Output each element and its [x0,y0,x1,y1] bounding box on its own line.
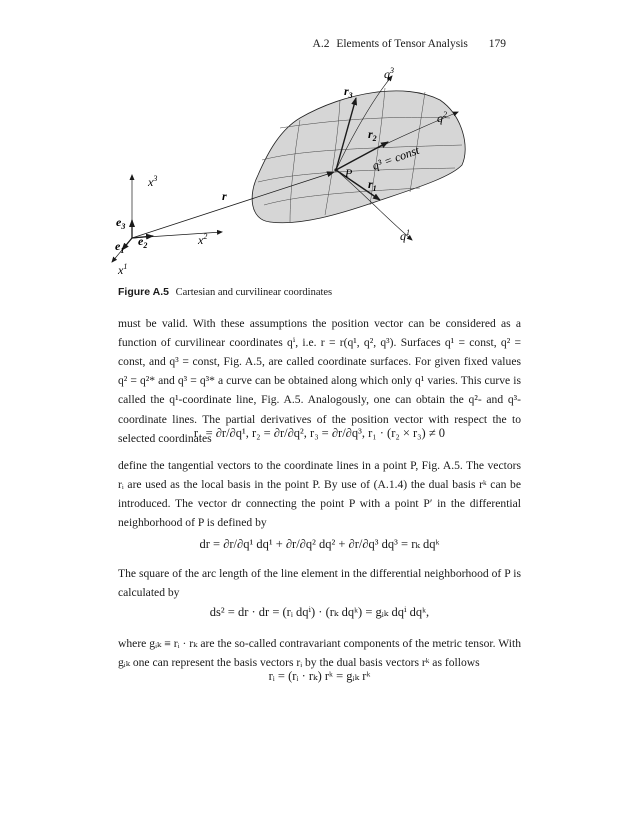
cartesian-axes [112,175,222,262]
section-title: Elements of Tensor Analysis [336,38,468,50]
caption-label: Figure A.5 [118,286,169,298]
paragraph-4: where gᵢₖ ≡ rᵢ · rₖ are the so-called contravariant components of the metric tensor. With gᵢₖ one can represent the basis vectors rᵢ by the dual basis vectors rᵏ as follows [118,636,521,669]
paragraph-3: The square of the arc length of the line element in the differential neighborhood of P is calculated by [118,566,521,599]
label-e1: $e_1$ [115,239,125,255]
equation-basis-vectors: r₁ = ∂r/∂q¹, r₂ = ∂r/∂q², r₃ = ∂r/∂q³, r₁ · (r₂ × r₃) ≠ 0 [193,426,446,440]
label-q1: $q^1$ [400,228,410,243]
equation-dual-basis: rᵢ = (rᵢ · rₖ) rᵏ = gᵢₖ rᵏ [268,669,371,683]
label-P: P [345,166,353,180]
label-q3: $q^3$ [384,66,394,81]
page-number: 179 [488,38,506,50]
section-number: A.2 [312,38,330,50]
coordinates-figure [0,0,638,290]
label-e3: $e_3$ [116,215,126,231]
figure-caption [118,286,332,298]
paragraph-1: must be valid. With these assumptions the position vector can be considered as a function of curvilinear coordinates qⁱ, i.e. r = r(q¹, q², q³). Surfaces q¹ = const, q² = const, and q³ = const, Fig. A.5, are called coordinate surfaces. For given fixed values q² = q²* and q³ = q³* a curve can be obtained along which only q¹ varies. This curve is called the q¹-coordinate line, Fig. A.5. Analogously, one can obtain the q²- and q³-coordinate lines. The partial derivatives of the position vector with respect the to selected coordinates [118,316,521,445]
paragraph-2: define the tangential vectors to the coordinate lines in a point P, Fig. A.5. The vectors rᵢ are used as the local basis in the point P. By use of (A.1.4) the dual basis rᵏ can be introduced. The vector dr connecting the point P with a point P′ in the differential neighborhood of P is defined by [118,458,521,530]
label-r: r [222,189,227,203]
label-e2: $e_2$ [138,234,148,250]
label-r3: $r_3$ [344,84,353,100]
label-x1: $x^1$ [118,262,128,277]
label-surface: q³ = const [370,142,422,173]
label-r1: $r_1$ [368,177,377,193]
label-x2: $x^2$ [198,232,208,247]
caption-text: Cartesian and curvilinear coordinates [175,287,333,298]
point-P [334,168,337,171]
equation-dr: dr = ∂r/∂q¹ dq¹ + ∂r/∂q² dq² + ∂r/∂q³ dq³ = rₖ dqᵏ [199,537,440,551]
label-x3: $x^3$ [148,174,158,189]
label-q2: $q^2$ [437,110,447,125]
equation-ds2: ds² = dr · dr = (rᵢ dqⁱ) · (rₖ dqᵏ) = gᵢₖ dqⁱ dqᵏ, [209,605,430,619]
label-r2: $r_2$ [368,127,377,143]
coordinate-surface [252,91,465,223]
